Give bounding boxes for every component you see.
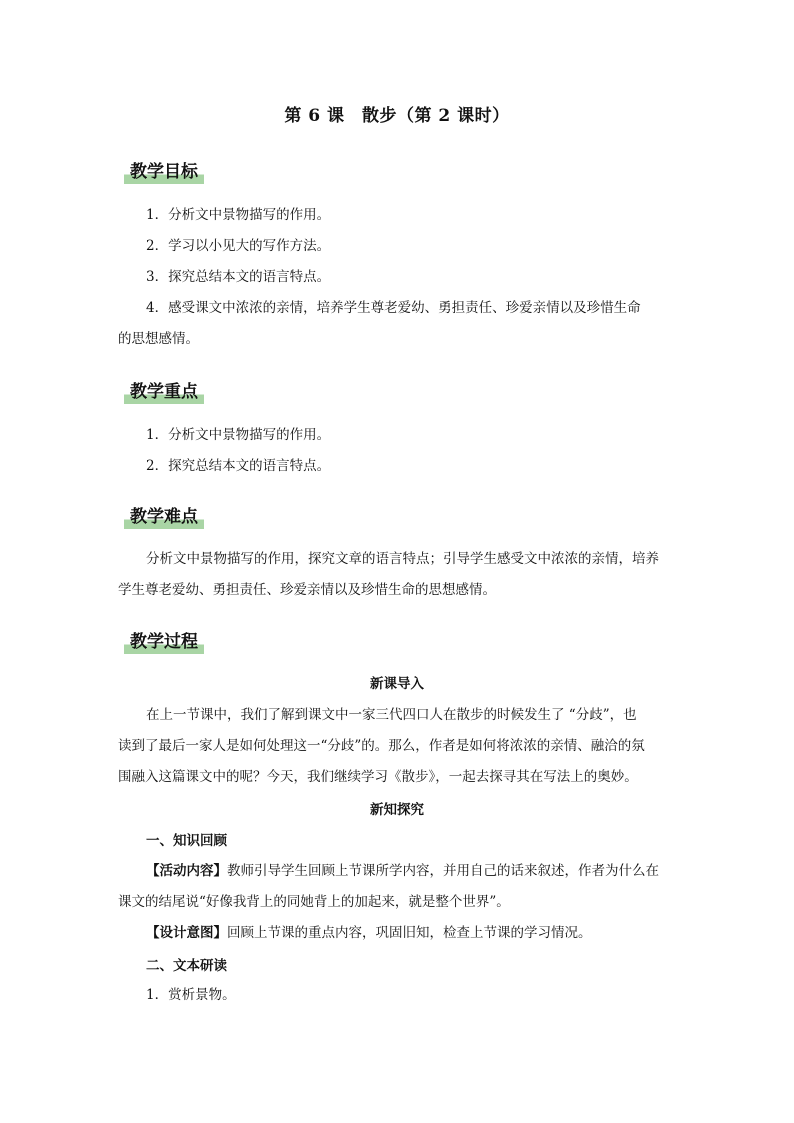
subheading-new-lesson-intro: 新课导入 bbox=[370, 676, 424, 692]
intro-text-line-2: 读到了最后一家人是如何处理这一“分歧”的。那么，作者是如何将浓浓的亲情、融洽的氛 bbox=[118, 738, 645, 754]
heading-text-reading: 二、文本研读 bbox=[146, 958, 227, 974]
difficulties-text-line-1: 分析文中景物描写的作用，探究文章的语言特点；引导学生感受文中浓浓的亲情，培养 bbox=[146, 551, 659, 567]
heading-knowledge-review: 一、知识回顾 bbox=[146, 833, 227, 849]
objective-item-4-line-1: 4．感受课文中浓浓的亲情，培养学生尊老爱幼、勇担责任、珍爱亲情以及珍惜生命 bbox=[146, 300, 641, 316]
objective-item-1: 1．分析文中景物描写的作用。 bbox=[146, 207, 331, 223]
key-point-item-1: 1．分析文中景物描写的作用。 bbox=[146, 427, 331, 443]
intro-text-line-3: 围融入这篇课文中的呢？今天，我们继续学习《散步》，一起去探寻其在写法上的奥妙。 bbox=[118, 769, 638, 785]
activity-content-tag: 【活动内容】 bbox=[146, 863, 227, 879]
design-intent-line bbox=[146, 918, 678, 949]
design-intent-text: 回顾上节课的重点内容，巩固旧知，检查上节课的学习情况。 bbox=[227, 925, 592, 941]
key-point-item-2: 2．探究总结本文的语言特点。 bbox=[146, 458, 331, 474]
section-heading-objectives: 教学目标 bbox=[124, 160, 204, 186]
objective-item-4-line-2: 的思想感情。 bbox=[118, 331, 199, 347]
section-heading-difficulties: 教学难点 bbox=[124, 505, 204, 531]
page-title: 第 6 课 散步（第 2 课时） bbox=[284, 106, 510, 126]
intro-text-line-1: 在上一节课中，我们了解到课文中一家三代四口人在散步的时候发生了 “分歧”，也 bbox=[146, 707, 637, 723]
section-heading-process: 教学过程 bbox=[124, 630, 204, 656]
design-intent-tag: 【设计意图】 bbox=[146, 925, 227, 941]
objective-item-2: 2．学习以小见大的写作方法。 bbox=[146, 238, 331, 254]
section-heading-key-points: 教学重点 bbox=[124, 380, 204, 406]
objective-item-3: 3．探究总结本文的语言特点。 bbox=[146, 269, 331, 285]
subheading-new-knowledge: 新知探究 bbox=[370, 802, 424, 818]
activity-content-text: 教师引导学生回顾上节课所学内容，并用自己的话来叙述，作者为什么在 bbox=[227, 863, 659, 879]
difficulties-text-line-2: 学生尊老爱幼、勇担责任、珍爱亲情以及珍惜生命的思想感情。 bbox=[118, 582, 496, 598]
activity-content-line-1 bbox=[146, 856, 678, 887]
reading-item-1: 1．赏析景物。 bbox=[146, 987, 236, 1003]
activity-content-line-2: 课文的结尾说“好像我背上的同她背上的加起来，就是整个世界”。 bbox=[118, 894, 510, 910]
